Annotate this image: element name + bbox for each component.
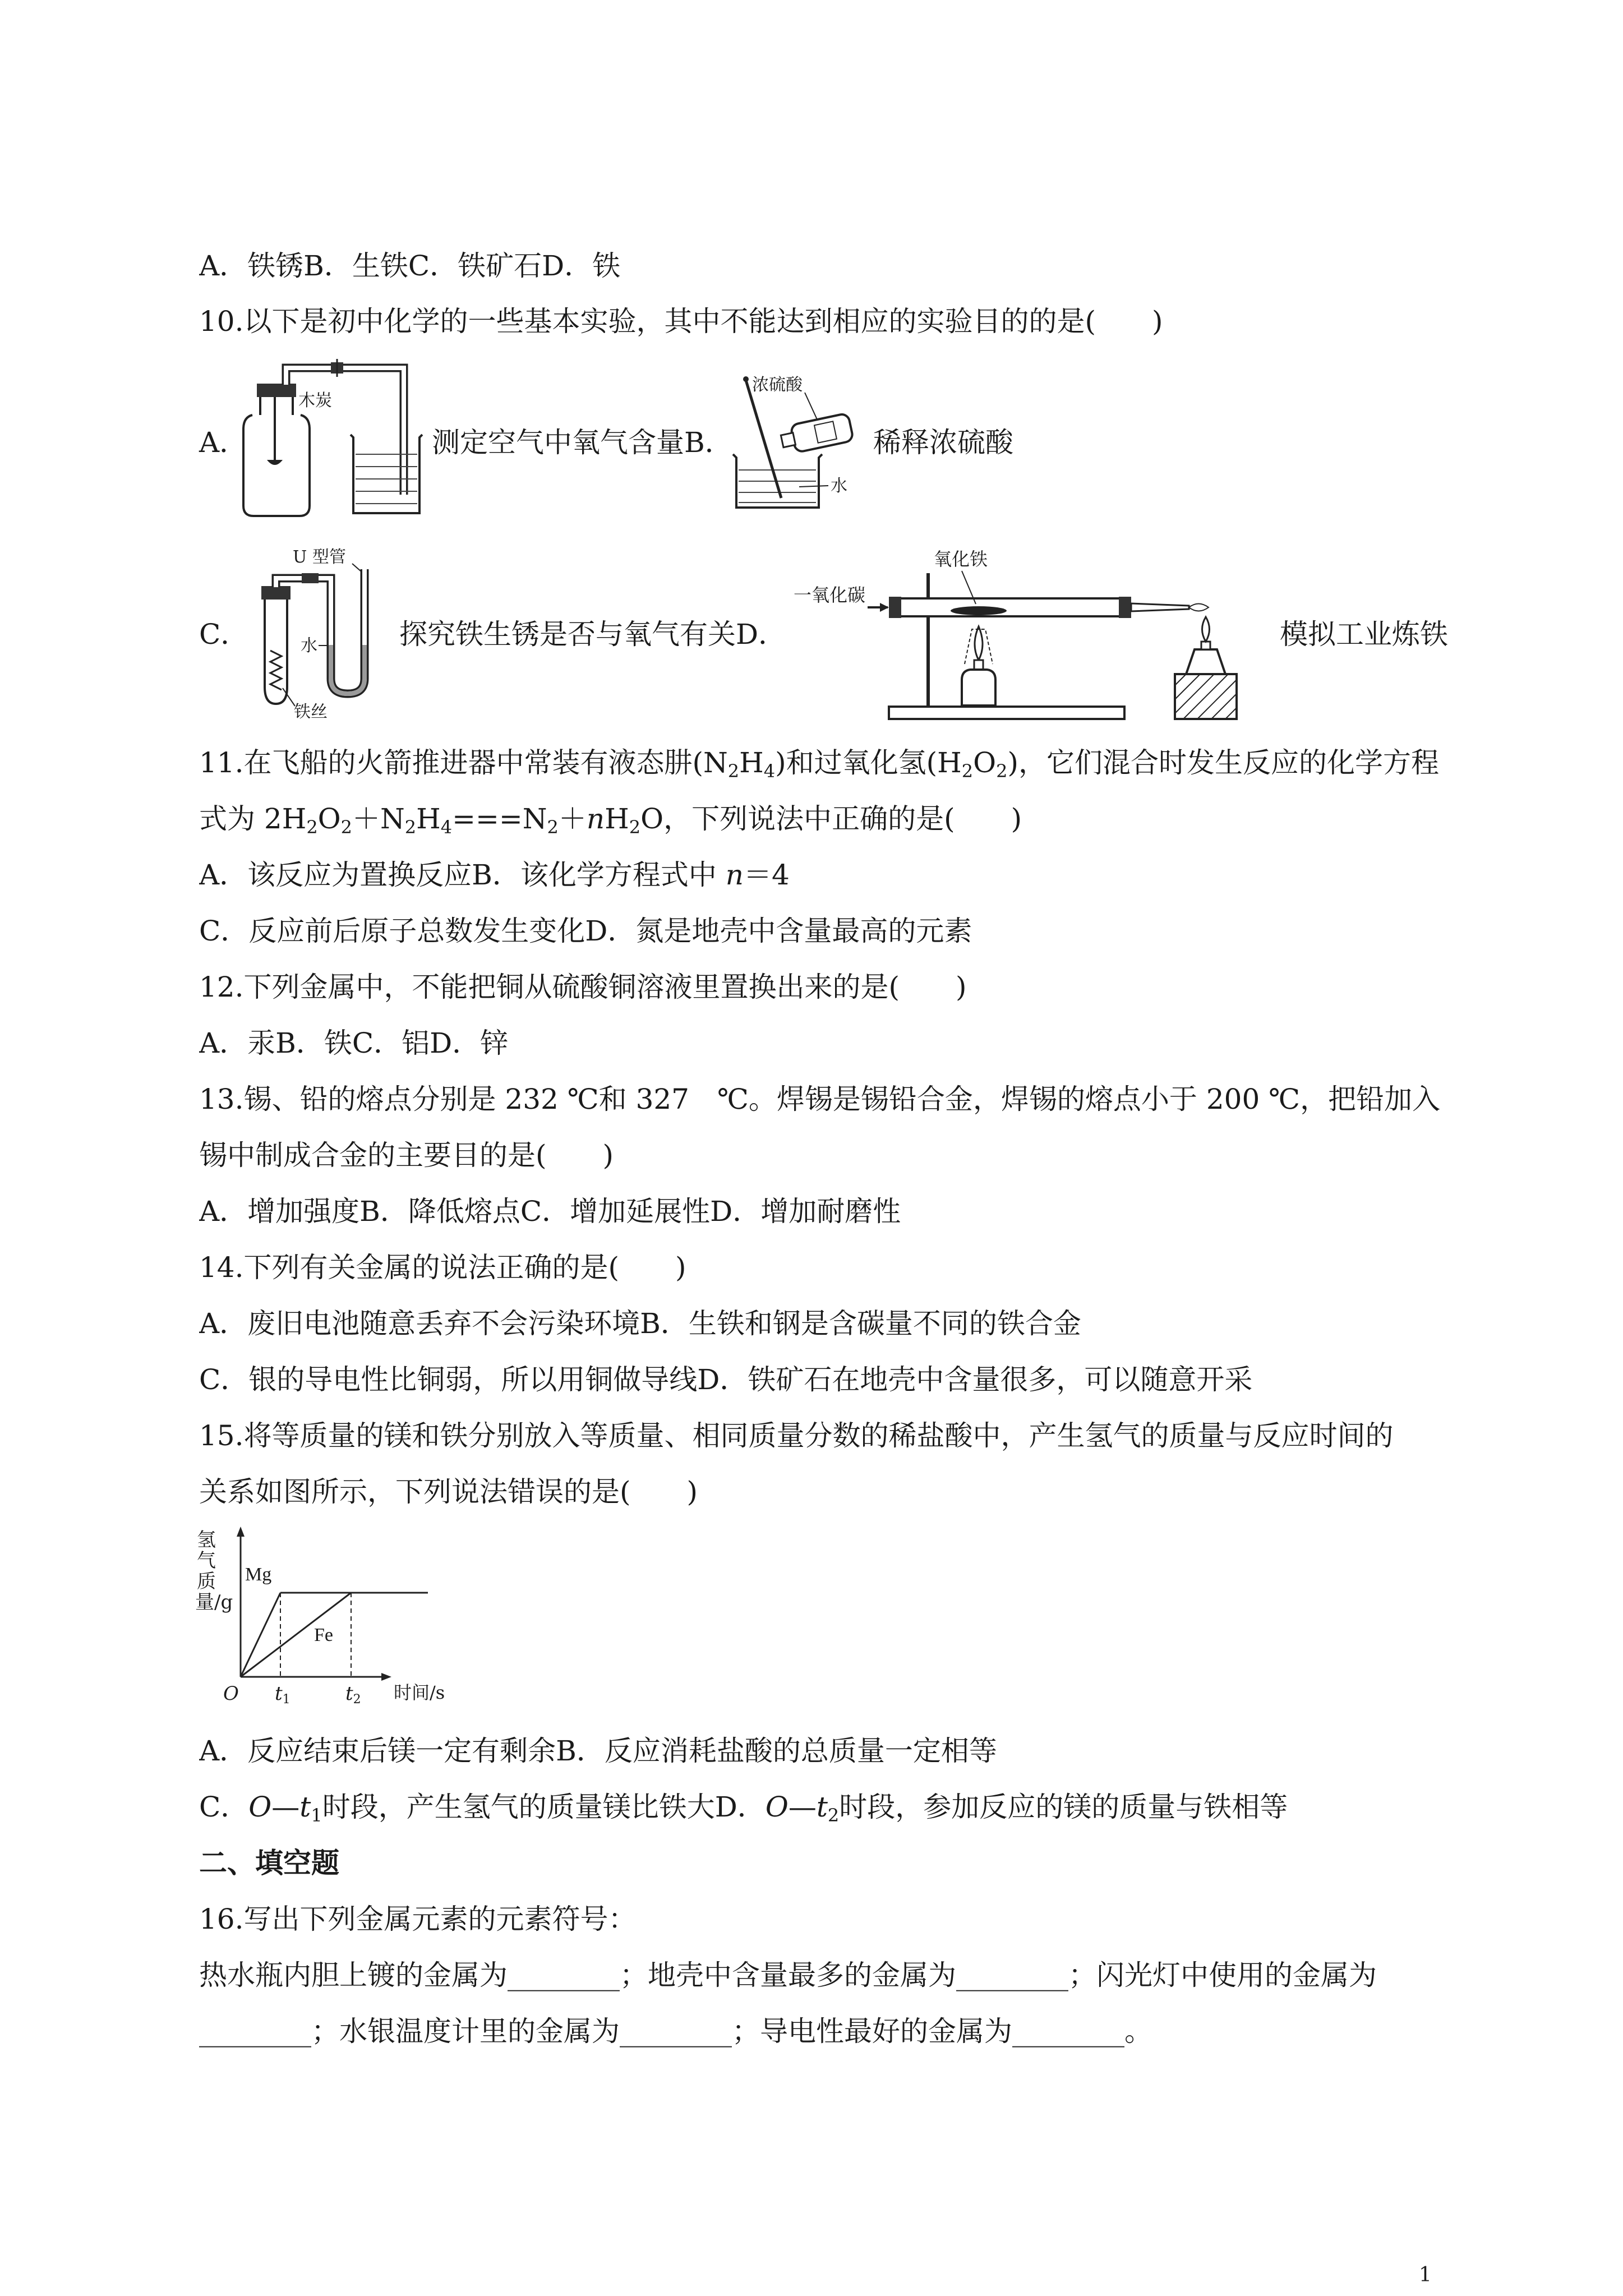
q10-option-c-label: C． — [199, 618, 249, 651]
rubber-stopper — [261, 586, 291, 600]
iron-wire-coil — [270, 651, 282, 690]
combustion-spoon-charcoal — [267, 460, 283, 465]
y-axis-arrow — [237, 1527, 245, 1537]
subscript: 2 — [727, 760, 740, 782]
text-segment: H — [416, 803, 441, 835]
tube-stopper-right — [1119, 597, 1131, 618]
x-axis-label: 时间/s — [394, 1682, 445, 1703]
label-carbon-monoxide: 一氧化碳 — [794, 584, 866, 606]
label-concentrated-sulfuric-acid: 浓硫酸 — [752, 375, 803, 395]
text-segment: O — [317, 803, 341, 835]
q10-stem: 10.以下是初中化学的一些基本实验，其中不能达到相应的实验目的的是( ) — [199, 305, 1163, 338]
tick-label-t1 — [275, 1682, 291, 1711]
mg-line — [241, 1593, 280, 1677]
q13-options: A．增加强度B．降低熔点C．增加延展性D．增加耐磨性 — [199, 1195, 901, 1228]
italic-variable: t — [299, 1791, 311, 1823]
subscript: 2 — [404, 817, 417, 838]
flame — [975, 626, 983, 660]
label-water: 水 — [831, 476, 847, 496]
text-segment: H — [605, 803, 629, 835]
y-axis-label: 氢气质量/g — [195, 1529, 233, 1613]
glass-rod-top — [743, 376, 749, 382]
text-segment: )和过氧化氢(H — [775, 746, 962, 779]
text-segment: 时段，产生氢气的质量镁比铁大D． — [322, 1791, 766, 1823]
q9-options: A．铁锈B．生铁C．铁矿石D．铁 — [199, 250, 621, 282]
q16-line-1: 热水瓶内胆上镀的金属为________；地壳中含量最多的金属为________；闪光灯中使用的金属为 — [199, 1959, 1377, 1991]
iron-stand — [889, 573, 1124, 719]
q11-stem-line-1 — [199, 746, 1439, 788]
q10-option-d-text: 模拟工业炼铁 — [1280, 618, 1448, 651]
alcohol-lamp-heating — [962, 626, 995, 706]
reaction-tube — [889, 597, 1131, 618]
q13-stem-line-1: 13.锡、铅的熔点分别是 232 ℃和 327 ℃。焊锡是锡铅合金，焊锡的熔点小于 200 ℃，把铅加入 — [199, 1083, 1441, 1115]
text-segment: — — [271, 1791, 300, 1823]
delivery-tube-inner — [286, 368, 404, 495]
q13-stem-line-2: 锡中制成合金的主要目的是( ) — [199, 1139, 614, 1172]
q11-options-ab — [199, 858, 790, 892]
flame — [1202, 617, 1210, 642]
apparatus-drawing — [726, 370, 861, 516]
bottle-neck — [781, 433, 795, 448]
text-segment: — — [788, 1791, 817, 1823]
text-segment: ＋N — [352, 803, 405, 835]
series-label-fe: Fe — [314, 1625, 333, 1645]
tube-stopper-left — [889, 597, 901, 618]
label-iron-wire: 铁丝 — [294, 702, 328, 721]
italic-variable: O — [248, 1791, 272, 1823]
figure-oxygen-content-apparatus — [236, 359, 426, 522]
lamp-body — [962, 670, 995, 706]
lamp-neck — [974, 660, 983, 670]
subscript: 1 — [311, 1805, 322, 1826]
text-segment: A．该反应为置换反应B．该化学方程式中 — [199, 859, 726, 891]
stand-base — [889, 707, 1124, 719]
apparatus-drawing — [236, 359, 426, 522]
figure-iron-rust-experiment — [241, 547, 393, 721]
label-water: 水 — [301, 636, 317, 656]
alcohol-lamp-on-block — [1175, 617, 1237, 719]
figure-iron-smelting-simulation — [794, 545, 1276, 725]
label-u-tube: U 型管 — [293, 547, 346, 567]
italic-variable: n — [586, 803, 605, 835]
subscript: 2 — [547, 817, 559, 838]
subscript: 2 — [306, 817, 318, 838]
italic-variable: n — [725, 859, 744, 891]
q12-stem: 12.下列金属中，不能把铜从硫酸铜溶液里置换出来的是( ) — [199, 971, 967, 1003]
q15-stem-line-2: 关系如图所示，下列说法错误的是( ) — [199, 1476, 698, 1508]
apparatus-drawing — [241, 547, 393, 721]
figure-dilute-sulfuric-acid — [726, 370, 861, 516]
italic-variable: O — [765, 1791, 789, 1823]
text-segment: 式为 2H — [199, 803, 307, 835]
subscript: 2 — [353, 1693, 361, 1707]
leader-line — [352, 564, 361, 571]
glass-rod — [746, 380, 781, 498]
gas-bottle — [243, 396, 310, 516]
text-segment: )，它们混合时发生反应的化学方程 — [1007, 746, 1439, 779]
subscript: 2 — [340, 817, 353, 838]
fe-line — [241, 1593, 351, 1677]
text-segment: ＋ — [558, 803, 587, 835]
q15-stem-line-1: 15.将等质量的镁和铁分别放入等质量、相同质量分数的稀盐酸中，产生氢气的质量与反应时间的 — [199, 1419, 1394, 1452]
exhaust-nozzle — [1131, 603, 1189, 611]
q14-stem: 14.下列有关金属的说法正确的是( ) — [199, 1251, 686, 1284]
q16-stem: 16.写出下列金属元素的元素符号： — [199, 1903, 637, 1935]
tick-label-t2 — [345, 1682, 361, 1711]
apparatus-drawing — [794, 545, 1276, 725]
subscript: 4 — [440, 817, 453, 838]
q10-option-b-text: 稀释浓硫酸 — [873, 426, 1013, 459]
text-segment: ＝4 — [743, 859, 790, 891]
series-label-mg: Mg — [245, 1564, 272, 1585]
q15-options-cd — [199, 1790, 1288, 1832]
text-segment: H — [739, 746, 764, 779]
subscript: 2 — [961, 760, 974, 782]
text-segment: 时段，参加反应的镁的质量与铁相等 — [839, 1791, 1288, 1823]
subscript: 2 — [827, 1805, 840, 1826]
label-charcoal: 木炭 — [298, 391, 332, 411]
q16-line-2: ________；水银温度计里的金属为________；导电性最好的金属为________。 — [199, 2015, 1152, 2048]
italic-variable: t — [345, 1682, 353, 1705]
q11-stem-line-2 — [199, 802, 1022, 844]
subscript: 2 — [629, 817, 641, 838]
text-segment: O，下列说法中正确的是( ) — [640, 803, 1022, 835]
q14-options-ab: A．废旧电池随意丢弃不会污染环境B．生铁和钢是含碳量不同的铁合金 — [199, 1307, 1081, 1340]
subscript: 4 — [763, 760, 776, 782]
q10-option-a-label: A． — [199, 426, 248, 459]
section-title: 二、填空题 — [199, 1846, 339, 1879]
text-segment: C． — [199, 1791, 249, 1823]
rubber-joint — [302, 573, 319, 583]
text-segment: O — [973, 746, 997, 779]
rubber-stopper — [257, 384, 296, 397]
q12-options: A．汞B．铁C．铝D．锌 — [199, 1027, 509, 1059]
text-segment: 11.在飞船的火箭推进器中常装有液态肼(N — [199, 746, 728, 779]
subscript: 1 — [282, 1693, 291, 1707]
hydrogen-mass-time-graph — [185, 1514, 499, 1727]
leader-line — [799, 486, 828, 487]
exhaust-flame — [1189, 604, 1209, 611]
q14-options-cd: C．银的导电性比铜弱，所以用铜做导线D．铁矿石在地壳中含量很多，可以随意开采 — [199, 1363, 1253, 1396]
subscript: 2 — [996, 760, 1008, 782]
water-beaker — [351, 435, 422, 513]
leader-line — [805, 393, 817, 419]
delivery-tube-outline — [286, 368, 404, 495]
italic-variable: t — [816, 1791, 828, 1823]
q10-option-a-text: 测定空气中氧气含量B． — [432, 426, 733, 459]
iron-oxide-powder — [951, 606, 1007, 615]
gas-inlet-arrowhead — [880, 603, 889, 612]
hard-glass-tube — [895, 598, 1124, 616]
page-number: 1 — [1419, 2263, 1432, 2286]
bottle-body — [243, 415, 310, 516]
q15-options-ab: A．反应结束后镁一定有剩余B．反应消耗盐酸的总质量一定相等 — [199, 1735, 997, 1767]
label-iron-oxide: 氧化铁 — [934, 548, 988, 570]
bottle-body — [790, 413, 854, 453]
q10-option-c-text: 探究铁生锈是否与氧气有关D． — [399, 618, 787, 651]
text-segment: ===N — [452, 803, 547, 835]
lamp-body — [1186, 649, 1225, 674]
q11-options-cd: C．反应前后原子总数发生变化D．氮是地壳中含量最高的元素 — [199, 915, 972, 947]
x-axis-arrow — [381, 1673, 391, 1681]
origin-label: O — [223, 1682, 239, 1705]
italic-variable: t — [275, 1682, 283, 1705]
